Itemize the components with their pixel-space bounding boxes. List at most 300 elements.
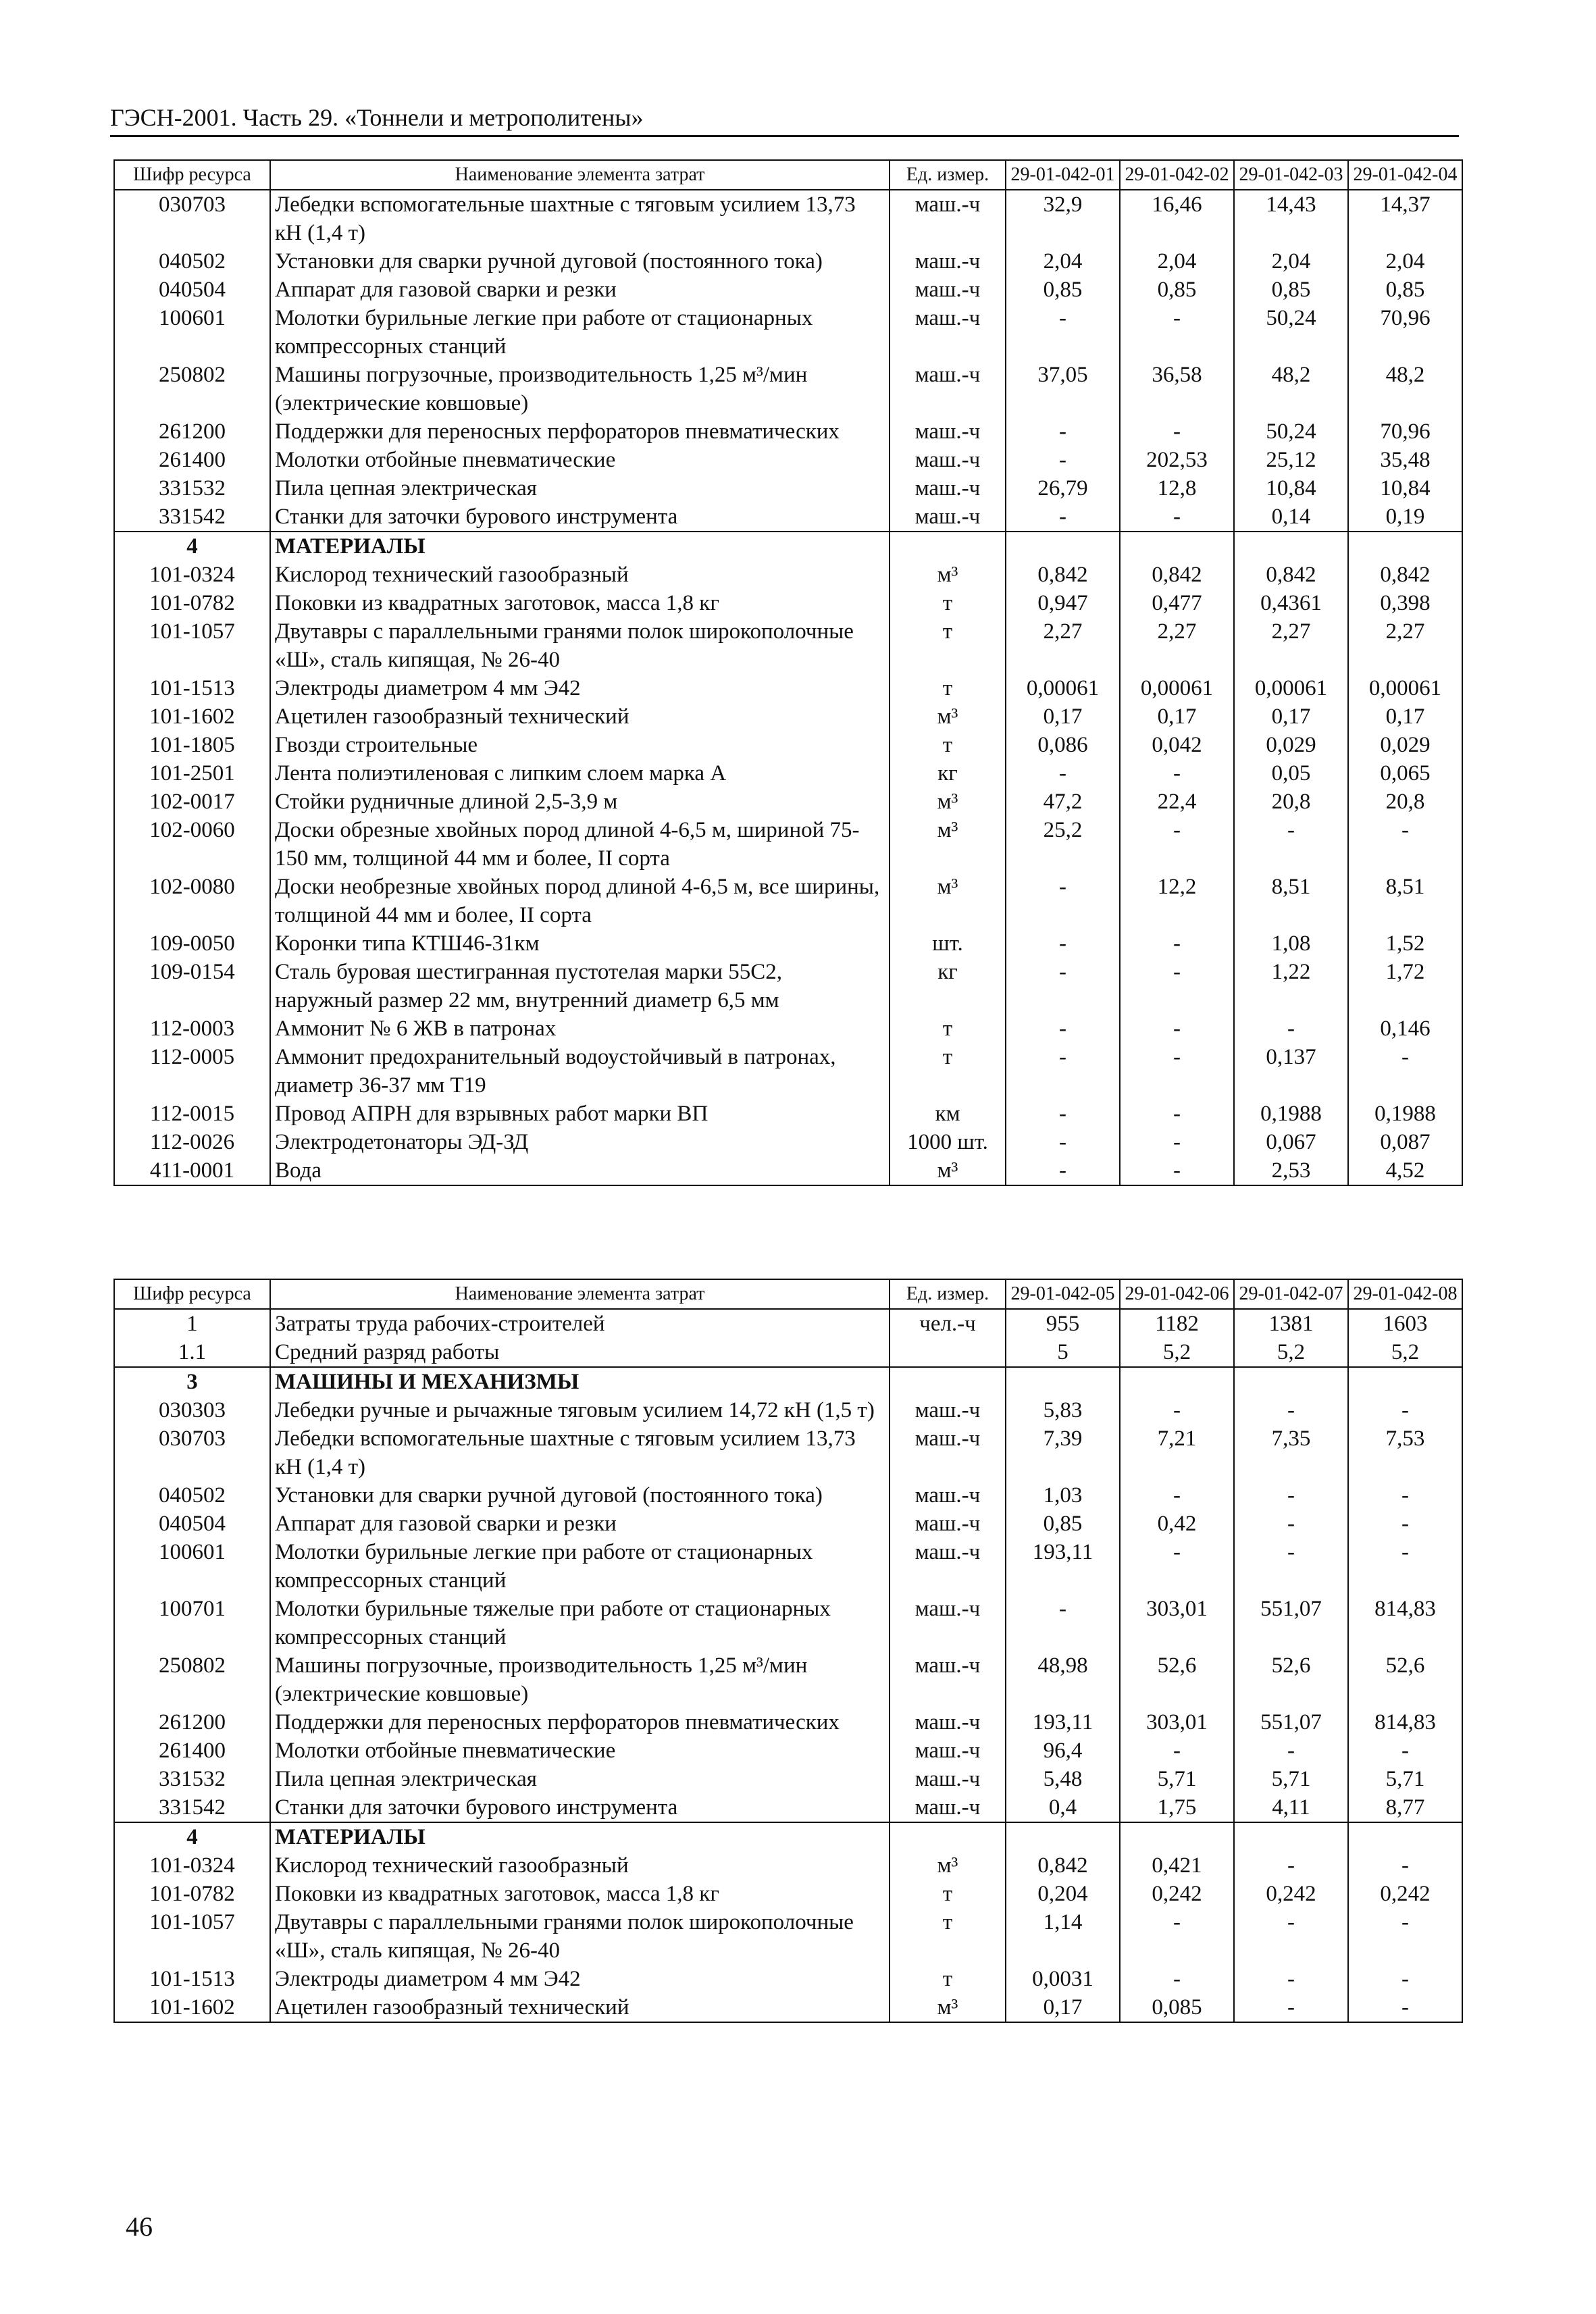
value-cell: 5,2 <box>1234 1338 1348 1367</box>
resource-code: 030703 <box>114 1424 270 1481</box>
value-cell: 0,842 <box>1006 1851 1120 1880</box>
header-name: Наименование элемента затрат <box>270 160 890 190</box>
table-body <box>114 1309 1462 2022</box>
value-cell: 1,03 <box>1006 1481 1120 1510</box>
value-cell: 0,146 <box>1348 1014 1462 1043</box>
unit-cell: маш.-ч <box>890 190 1006 247</box>
value-cell: 16,46 <box>1120 190 1234 247</box>
value-cell: 7,39 <box>1006 1424 1120 1481</box>
header-col: 29-01-042-06 <box>1120 1279 1234 1309</box>
value-cell: 0,029 <box>1234 731 1348 759</box>
value-cell: - <box>1234 1737 1348 1765</box>
value-cell: 70,96 <box>1348 417 1462 446</box>
value-cell: - <box>1348 1043 1462 1100</box>
value-cell: - <box>1234 1014 1348 1043</box>
value-cell: 0,00061 <box>1348 674 1462 702</box>
value-cell: 47,2 <box>1006 788 1120 816</box>
table-row <box>114 589 1462 617</box>
resource-name: Машины погрузочные, производительность 1,25 м³/мин (электрические ковшовые) <box>270 361 890 417</box>
resource-code: 261400 <box>114 1737 270 1765</box>
table-row <box>114 958 1462 1014</box>
value-cell: 0,19 <box>1348 503 1462 532</box>
value-cell: 36,58 <box>1120 361 1234 417</box>
value-cell: 0,85 <box>1234 276 1348 304</box>
value-cell: - <box>1234 1851 1348 1880</box>
unit-cell: кг <box>890 759 1006 788</box>
table-row <box>114 1156 1462 1185</box>
resource-code: 109-0050 <box>114 929 270 958</box>
value-cell: 0,85 <box>1006 276 1120 304</box>
table-row <box>114 1538 1462 1595</box>
value-cell: - <box>1006 873 1120 929</box>
value-cell: 50,24 <box>1234 417 1348 446</box>
resource-code: 040502 <box>114 247 270 276</box>
table-row <box>114 276 1462 304</box>
table-row <box>114 1708 1462 1737</box>
value-cell: 0,065 <box>1348 759 1462 788</box>
resource-name: Молотки бурильные тяжелые при работе от стационарных компрессорных станций <box>270 1595 890 1651</box>
table-row <box>114 1651 1462 1708</box>
value-cell: 0,398 <box>1348 589 1462 617</box>
value-cell: 0,17 <box>1006 1993 1120 2022</box>
resource-name: Провод АПРН для взрывных работ марки ВП <box>270 1100 890 1128</box>
resource-name: Затраты труда рабочих-строителей <box>270 1309 890 1338</box>
resource-name: Молотки бурильные легкие при работе от стационарных компрессорных станций <box>270 1538 890 1595</box>
value-cell: 2,27 <box>1348 617 1462 674</box>
value-cell: 20,8 <box>1234 788 1348 816</box>
value-cell: - <box>1006 446 1120 474</box>
value-cell: 70,96 <box>1348 304 1462 361</box>
unit-cell: 1000 шт. <box>890 1128 1006 1156</box>
table-row <box>114 1043 1462 1100</box>
resource-table-1 <box>113 159 1463 1186</box>
value-cell <box>1348 1822 1462 1851</box>
unit-cell: маш.-ч <box>890 1481 1006 1510</box>
value-cell: 0,477 <box>1120 589 1234 617</box>
resource-name: Аммонит предохранительный водоустойчивый в патронах, диаметр 36-37 мм Т19 <box>270 1043 890 1100</box>
value-cell: 25,12 <box>1234 446 1348 474</box>
resource-code: 1 <box>114 1309 270 1338</box>
value-cell: - <box>1006 1128 1120 1156</box>
value-cell: - <box>1120 1043 1234 1100</box>
unit-cell <box>890 1367 1006 1396</box>
value-cell: 0,842 <box>1120 561 1234 589</box>
table-row <box>114 1424 1462 1481</box>
value-cell <box>1234 1822 1348 1851</box>
value-cell: 1381 <box>1234 1309 1348 1338</box>
resource-name: Молотки бурильные легкие при работе от стационарных компрессорных станций <box>270 304 890 361</box>
unit-cell: т <box>890 1014 1006 1043</box>
value-cell: 955 <box>1006 1309 1120 1338</box>
page-header: ГЭСН-2001. Часть 29. «Тоннели и метрополитены» <box>110 103 1459 137</box>
unit-cell: маш.-ч <box>890 304 1006 361</box>
value-cell: 5,2 <box>1348 1338 1462 1367</box>
resource-name: Лебедки вспомогательные шахтные с тяговым усилием 13,73 кН (1,4 т) <box>270 190 890 247</box>
value-cell: 2,04 <box>1120 247 1234 276</box>
value-cell: 52,6 <box>1120 1651 1234 1708</box>
resource-code: 331532 <box>114 474 270 503</box>
value-cell: 32,9 <box>1006 190 1120 247</box>
value-cell: 7,35 <box>1234 1424 1348 1481</box>
unit-cell: т <box>890 674 1006 702</box>
header-unit: Ед. измер. <box>890 1279 1006 1309</box>
value-cell: - <box>1348 1510 1462 1538</box>
value-cell: - <box>1006 1156 1120 1185</box>
value-cell: 50,24 <box>1234 304 1348 361</box>
value-cell: - <box>1120 1908 1234 1965</box>
value-cell: 202,53 <box>1120 446 1234 474</box>
section-title: МАШИНЫ И МЕХАНИЗМЫ <box>270 1367 890 1396</box>
table-row <box>114 617 1462 674</box>
resource-code: 100701 <box>114 1595 270 1651</box>
value-cell: - <box>1120 1481 1234 1510</box>
resource-name: Кислород технический газообразный <box>270 1851 890 1880</box>
table-row <box>114 190 1462 247</box>
unit-cell: маш.-ч <box>890 417 1006 446</box>
value-cell: 193,11 <box>1006 1538 1120 1595</box>
header-col: 29-01-042-03 <box>1234 160 1348 190</box>
resource-code: 102-0060 <box>114 816 270 873</box>
value-cell: 551,07 <box>1234 1708 1348 1737</box>
table-row <box>114 1338 1462 1367</box>
resource-name: Установки для сварки ручной дуговой (постоянного тока) <box>270 247 890 276</box>
table-row <box>114 1481 1462 1510</box>
value-cell: - <box>1006 929 1120 958</box>
value-cell: 0,242 <box>1234 1880 1348 1908</box>
value-cell: - <box>1120 1014 1234 1043</box>
resource-code: 030303 <box>114 1396 270 1424</box>
table-row <box>114 503 1462 532</box>
value-cell: - <box>1348 1481 1462 1510</box>
value-cell: 48,98 <box>1006 1651 1120 1708</box>
resource-name: Пила цепная электрическая <box>270 1765 890 1793</box>
resource-code: 3 <box>114 1367 270 1396</box>
unit-cell <box>890 1338 1006 1367</box>
table-row <box>114 1396 1462 1424</box>
resource-code: 102-0080 <box>114 873 270 929</box>
resource-code: 040504 <box>114 276 270 304</box>
value-cell: 8,51 <box>1348 873 1462 929</box>
resource-name: Поковки из квадратных заготовок, масса 1,8 кг <box>270 1880 890 1908</box>
unit-cell: м³ <box>890 1993 1006 2022</box>
value-cell: - <box>1006 417 1120 446</box>
value-cell: 12,2 <box>1120 873 1234 929</box>
value-cell <box>1006 532 1120 561</box>
value-cell: 22,4 <box>1120 788 1234 816</box>
value-cell: 0,17 <box>1234 702 1348 731</box>
resource-name: Поковки из квадратных заготовок, масса 1,8 кг <box>270 589 890 617</box>
value-cell: 26,79 <box>1006 474 1120 503</box>
unit-cell: м³ <box>890 1851 1006 1880</box>
value-cell: - <box>1120 759 1234 788</box>
value-cell: 96,4 <box>1006 1737 1120 1765</box>
unit-cell: м³ <box>890 1156 1006 1185</box>
unit-cell: чел.-ч <box>890 1309 1006 1338</box>
unit-cell: кг <box>890 958 1006 1014</box>
resource-code: 101-1057 <box>114 1908 270 1965</box>
value-cell: 1603 <box>1348 1309 1462 1338</box>
resource-code: 109-0154 <box>114 958 270 1014</box>
value-cell <box>1006 1367 1120 1396</box>
header-code: Шифр ресурса <box>114 160 270 190</box>
table-row <box>114 446 1462 474</box>
table-row <box>114 1595 1462 1651</box>
value-cell: - <box>1348 1737 1462 1765</box>
unit-cell: шт. <box>890 929 1006 958</box>
unit-cell: т <box>890 731 1006 759</box>
header-col: 29-01-042-07 <box>1234 1279 1348 1309</box>
value-cell: 5,83 <box>1006 1396 1120 1424</box>
resource-code: 112-0015 <box>114 1100 270 1128</box>
table-row <box>114 1100 1462 1128</box>
resource-name: Двутавры с параллельными гранями полок широкополочные «Ш», сталь кипящая, № 26-40 <box>270 617 890 674</box>
resource-name: Аппарат для газовой сварки и резки <box>270 1510 890 1538</box>
unit-cell: маш.-ч <box>890 1424 1006 1481</box>
resource-code: 112-0005 <box>114 1043 270 1100</box>
value-cell: 2,53 <box>1234 1156 1348 1185</box>
value-cell: 5,2 <box>1120 1338 1234 1367</box>
value-cell: 2,04 <box>1006 247 1120 276</box>
resource-code: 250802 <box>114 361 270 417</box>
section-row <box>114 1367 1462 1396</box>
unit-cell: м³ <box>890 561 1006 589</box>
table-row <box>114 304 1462 361</box>
value-cell: 52,6 <box>1234 1651 1348 1708</box>
value-cell: 0,042 <box>1120 731 1234 759</box>
value-cell: 0,947 <box>1006 589 1120 617</box>
value-cell <box>1006 1822 1120 1851</box>
value-cell: 10,84 <box>1234 474 1348 503</box>
resource-table-2 <box>113 1279 1463 2023</box>
value-cell <box>1234 1367 1348 1396</box>
resource-code: 101-0782 <box>114 589 270 617</box>
resource-name: Поддержки для переносных перфораторов пневматических <box>270 1708 890 1737</box>
resource-code: 101-1602 <box>114 702 270 731</box>
value-cell: - <box>1120 1128 1234 1156</box>
value-cell: 814,83 <box>1348 1708 1462 1737</box>
resource-code: 101-1602 <box>114 1993 270 2022</box>
value-cell: - <box>1120 503 1234 532</box>
value-cell: 0,087 <box>1348 1128 1462 1156</box>
value-cell: - <box>1006 503 1120 532</box>
value-cell: 12,8 <box>1120 474 1234 503</box>
resource-name: Двутавры с параллельными гранями полок широкополочные «Ш», сталь кипящая, № 26-40 <box>270 1908 890 1965</box>
value-cell: - <box>1120 1156 1234 1185</box>
value-cell: 193,11 <box>1006 1708 1120 1737</box>
header-code: Шифр ресурса <box>114 1279 270 1309</box>
value-cell: 0,05 <box>1234 759 1348 788</box>
value-cell: 0,14 <box>1234 503 1348 532</box>
value-cell: 52,6 <box>1348 1651 1462 1708</box>
value-cell: 0,085 <box>1120 1993 1234 2022</box>
value-cell <box>1348 532 1462 561</box>
section-title: МАТЕРИАЛЫ <box>270 1822 890 1851</box>
value-cell: - <box>1234 1481 1348 1510</box>
value-cell: 1,75 <box>1120 1793 1234 1822</box>
header-col: 29-01-042-02 <box>1120 160 1234 190</box>
unit-cell: маш.-ч <box>890 1510 1006 1538</box>
value-cell: - <box>1234 1908 1348 1965</box>
table-row <box>114 759 1462 788</box>
table-row <box>114 1014 1462 1043</box>
resource-name: Молотки отбойные пневматические <box>270 1737 890 1765</box>
value-cell: 1,72 <box>1348 958 1462 1014</box>
value-cell: 0,00061 <box>1006 674 1120 702</box>
resource-name: Поддержки для переносных перфораторов пневматических <box>270 417 890 446</box>
table-row <box>114 561 1462 589</box>
unit-cell: м³ <box>890 873 1006 929</box>
unit-cell: км <box>890 1100 1006 1128</box>
resource-code: 250802 <box>114 1651 270 1708</box>
value-cell: 2,27 <box>1120 617 1234 674</box>
resource-code: 411-0001 <box>114 1156 270 1185</box>
value-cell: - <box>1348 1965 1462 1993</box>
resource-code: 112-0026 <box>114 1128 270 1156</box>
resource-code: 102-0017 <box>114 788 270 816</box>
unit-cell: т <box>890 617 1006 674</box>
value-cell: 0,1988 <box>1234 1100 1348 1128</box>
header-name: Наименование элемента затрат <box>270 1279 890 1309</box>
value-cell: 7,21 <box>1120 1424 1234 1481</box>
table-body <box>114 190 1462 1185</box>
page-number: 46 <box>126 2211 153 2242</box>
value-cell: 2,04 <box>1234 247 1348 276</box>
value-cell: 5,71 <box>1348 1765 1462 1793</box>
value-cell: 20,8 <box>1348 788 1462 816</box>
table-row <box>114 1793 1462 1822</box>
resource-code: 331542 <box>114 503 270 532</box>
resource-name: Лебедки ручные и рычажные тяговым усилием 14,72 кН (1,5 т) <box>270 1396 890 1424</box>
value-cell: 35,48 <box>1348 446 1462 474</box>
resource-name: Гвозди строительные <box>270 731 890 759</box>
resource-code: 1.1 <box>114 1338 270 1367</box>
value-cell: 0,85 <box>1006 1510 1120 1538</box>
unit-cell: т <box>890 1043 1006 1100</box>
unit-cell: т <box>890 1965 1006 1993</box>
table-row <box>114 1128 1462 1156</box>
value-cell: 48,2 <box>1234 361 1348 417</box>
value-cell <box>1234 532 1348 561</box>
header-col: 29-01-042-04 <box>1348 160 1462 190</box>
value-cell: 0,421 <box>1120 1851 1234 1880</box>
value-cell: 0,42 <box>1120 1510 1234 1538</box>
value-cell: 37,05 <box>1006 361 1120 417</box>
unit-cell: маш.-ч <box>890 1793 1006 1822</box>
resource-code: 100601 <box>114 1538 270 1595</box>
table-row <box>114 816 1462 873</box>
value-cell: - <box>1120 929 1234 958</box>
value-cell: - <box>1120 304 1234 361</box>
value-cell: 5,71 <box>1120 1765 1234 1793</box>
value-cell: - <box>1006 304 1120 361</box>
resource-name: Ацетилен газообразный технический <box>270 702 890 731</box>
value-cell: - <box>1234 1965 1348 1993</box>
value-cell: 4,52 <box>1348 1156 1462 1185</box>
value-cell: 0,17 <box>1348 702 1462 731</box>
resource-code: 261200 <box>114 417 270 446</box>
table-row <box>114 1765 1462 1793</box>
value-cell: 25,2 <box>1006 816 1120 873</box>
unit-cell: м³ <box>890 816 1006 873</box>
resource-code: 040502 <box>114 1481 270 1510</box>
value-cell: 2,27 <box>1234 617 1348 674</box>
value-cell: 0,842 <box>1006 561 1120 589</box>
unit-cell: маш.-ч <box>890 446 1006 474</box>
resource-code: 331542 <box>114 1793 270 1822</box>
value-cell <box>1348 1367 1462 1396</box>
section-row <box>114 532 1462 561</box>
resource-code: 040504 <box>114 1510 270 1538</box>
unit-cell <box>890 1822 1006 1851</box>
unit-cell: маш.-ч <box>890 503 1006 532</box>
table-row <box>114 1965 1462 1993</box>
unit-cell: м³ <box>890 788 1006 816</box>
value-cell: 0,242 <box>1120 1880 1234 1908</box>
value-cell: - <box>1006 1043 1120 1100</box>
value-cell: - <box>1348 1851 1462 1880</box>
unit-cell: маш.-ч <box>890 361 1006 417</box>
resource-name: Аппарат для газовой сварки и резки <box>270 276 890 304</box>
value-cell: 0,842 <box>1234 561 1348 589</box>
section-title: МАТЕРИАЛЫ <box>270 532 890 561</box>
table-row <box>114 674 1462 702</box>
resource-name: Электроды диаметром 4 мм Э42 <box>270 674 890 702</box>
value-cell: - <box>1120 1100 1234 1128</box>
resource-name: Установки для сварки ручной дуговой (постоянного тока) <box>270 1481 890 1510</box>
resource-name: Аммонит № 6 ЖВ в патронах <box>270 1014 890 1043</box>
value-cell: - <box>1006 1100 1120 1128</box>
value-cell: 1182 <box>1120 1309 1234 1338</box>
resource-code: 101-1513 <box>114 1965 270 1993</box>
value-cell: 303,01 <box>1120 1595 1234 1651</box>
value-cell: 0,4 <box>1006 1793 1120 1822</box>
value-cell: 814,83 <box>1348 1595 1462 1651</box>
table-row <box>114 1880 1462 1908</box>
unit-cell: т <box>890 1908 1006 1965</box>
value-cell: - <box>1006 1595 1120 1651</box>
unit-cell: т <box>890 1880 1006 1908</box>
table-row <box>114 474 1462 503</box>
resource-code: 100601 <box>114 304 270 361</box>
resource-code: 101-1513 <box>114 674 270 702</box>
value-cell: 5,48 <box>1006 1765 1120 1793</box>
value-cell: 0,00061 <box>1234 674 1348 702</box>
table-row <box>114 702 1462 731</box>
unit-cell: т <box>890 589 1006 617</box>
resource-name: Пила цепная электрическая <box>270 474 890 503</box>
value-cell: - <box>1006 759 1120 788</box>
unit-cell: маш.-ч <box>890 276 1006 304</box>
resource-name: Доски необрезные хвойных пород длиной 4-6,5 м, все ширины, толщиной 44 мм и более, II сорта <box>270 873 890 929</box>
unit-cell: маш.-ч <box>890 1737 1006 1765</box>
section-row <box>114 1822 1462 1851</box>
resource-name: Доски обрезные хвойных пород длиной 4-6,5 м, шириной 75-150 мм, толщиной 44 мм и более, II сорта <box>270 816 890 873</box>
resource-name: Электроды диаметром 4 мм Э42 <box>270 1965 890 1993</box>
value-cell: - <box>1006 1014 1120 1043</box>
value-cell: - <box>1348 1993 1462 2022</box>
value-cell: 14,37 <box>1348 190 1462 247</box>
value-cell: 0,00061 <box>1120 674 1234 702</box>
value-cell: 1,22 <box>1234 958 1348 1014</box>
value-cell: 0,086 <box>1006 731 1120 759</box>
table-header-row <box>114 160 1462 190</box>
resource-name: Коронки типа КТШ46-31км <box>270 929 890 958</box>
value-cell: 1,52 <box>1348 929 1462 958</box>
resource-name: Лента полиэтиленовая с липким слоем марка А <box>270 759 890 788</box>
resource-code: 101-1805 <box>114 731 270 759</box>
value-cell: - <box>1234 1396 1348 1424</box>
value-cell: 0,029 <box>1348 731 1462 759</box>
